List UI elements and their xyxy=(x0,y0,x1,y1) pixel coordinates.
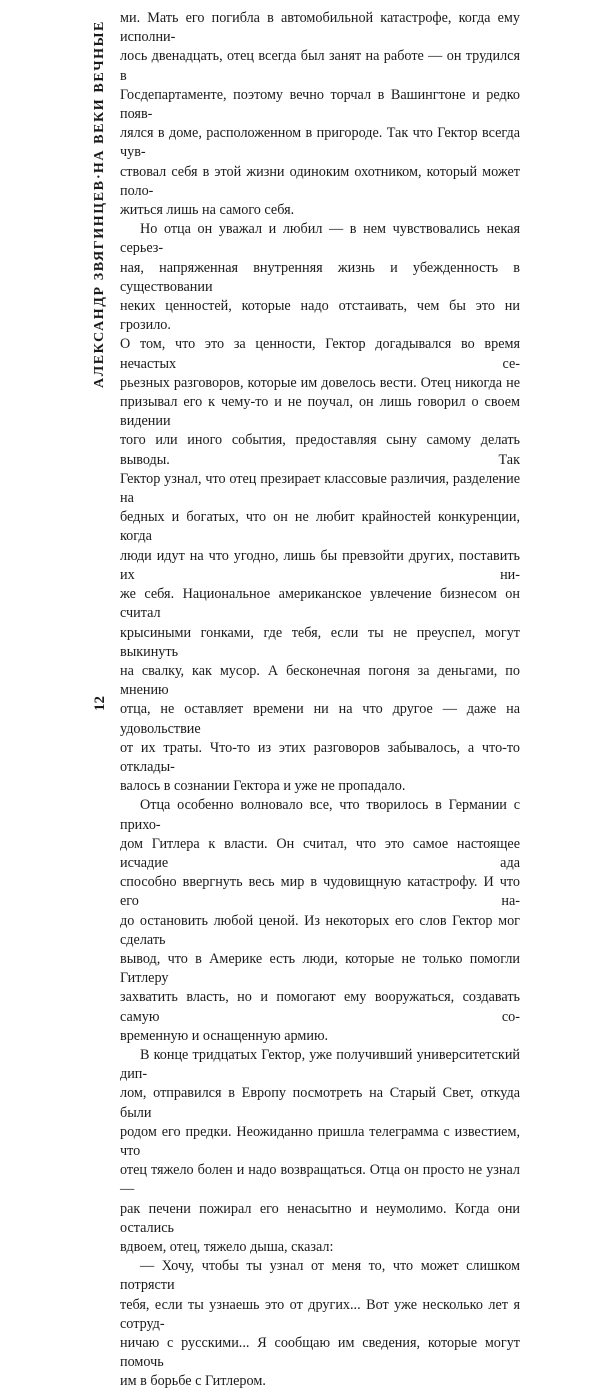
text-line: на свалку, как мусор. А бесконечная погоня за деньгами, по мнению xyxy=(120,662,520,699)
text-line: им в борьбе с Гитлером. xyxy=(120,1373,266,1390)
text-line: В конце тридцатых Гектор, уже получивший университетский дип- xyxy=(120,1046,520,1083)
text-line: ствовал себя в этой жизни одиноким охотником, который может поло- xyxy=(120,163,520,199)
text-line: Но отца он уважал и любил — в нем чувствовались некая серьез- xyxy=(120,221,520,257)
text-line: ми. Мать его погибла в автомобильной катастрофе, когда ему исполни- xyxy=(120,10,520,46)
paragraph-2 xyxy=(120,220,520,796)
text-line: лом, отправился в Европу посмотреть на Старый Свет, откуда были xyxy=(120,1085,520,1121)
text-line: ная, напряженная внутренняя жизнь и убежденность в существовании xyxy=(120,259,520,295)
body-text xyxy=(120,9,520,1392)
running-head-separator: · xyxy=(92,173,107,180)
text-line: неких ценностей, которые надо отстаивать, чем бы это ни грозило. xyxy=(120,298,520,334)
text-line: О том, что это за ценности, Гектор догадывался во время нечастых се- xyxy=(120,336,520,372)
running-head-author: АЛЕКСАНДР ЗВЯГИНЦЕВ xyxy=(92,179,107,388)
text-line: Отца особенно волновало все, что творилось в Германии с прихо- xyxy=(120,797,520,833)
paragraph-5 xyxy=(120,1257,520,1391)
text-line: — Хочу, чтобы ты узнал от меня то, что может слишком потрясти xyxy=(120,1258,520,1294)
paragraph-4 xyxy=(120,1046,520,1257)
text-line: вывод, что в Америке есть люди, которые не только помогли Гитлеру xyxy=(120,950,520,987)
text-line: рак печени пожирал его ненасытно и неумолимо. Когда они остались xyxy=(120,1200,520,1236)
text-line: валось в сознании Гектора и уже не пропадало. xyxy=(120,778,406,795)
text-line: временную и оснащенную армию. xyxy=(120,1027,329,1044)
text-line: рьезных разговоров, которые им довелось вести. Отец никогда не xyxy=(120,374,520,391)
text-line: призывал его к чему-то и не поучал, он лишь говорил о своем видении xyxy=(120,394,520,430)
page-number: 12 xyxy=(92,696,108,712)
running-head-title: НА ВЕКИ ВЕЧНЫЕ xyxy=(92,20,107,174)
text-line: люди идут на что угодно, лишь бы превзойти других, поставить их ни- xyxy=(120,547,520,583)
text-line: бедных и богатых, что он не любит крайностей конкуренции, когда xyxy=(120,509,520,545)
text-line: Госдепартаменте, поэтому вечно торчал в Вашингтоне и редко появ- xyxy=(120,86,520,123)
paragraph-3 xyxy=(120,796,520,1046)
running-head xyxy=(86,20,114,630)
text-line: Гектор узнал, что отец презирает классовые различия, разделение на xyxy=(120,470,520,507)
text-line: вдвоем, отец, тяжело дыша, сказал: xyxy=(120,1239,334,1255)
text-line: ничаю с русскими... Я сообщаю им сведения, которые могут помочь xyxy=(120,1335,520,1371)
text-line: способно ввергнуть весь мир в чудовищную катастрофу. И что его на- xyxy=(120,874,520,910)
text-line: житься лишь на самого себя. xyxy=(120,202,295,219)
text-line: крысиными гонками, где тебя, если ты не преуспел, могут выкинуть xyxy=(120,624,520,660)
text-line: отец тяжело болен и надо возвращаться. Отца он просто не узнал — xyxy=(120,1162,520,1198)
text-line: родом его предки. Неожиданно пришла телеграмма с известием, что xyxy=(120,1123,520,1159)
text-line: отца, не оставляет времени ни на что другое — даже на удовольствие xyxy=(120,701,520,737)
text-line: от их траты. Что-то из этих разговоров забывалось, а что-то отклады- xyxy=(120,739,520,775)
text-line: до остановить любой ценой. Из некоторых его слов Гектор мог сделать xyxy=(120,912,520,948)
text-line: лялся в доме, расположенном в пригороде. Так что Гектор всегда чув- xyxy=(120,125,520,161)
text-line: лось двенадцать, отец всегда был занят на работе — он трудился в xyxy=(120,48,520,84)
text-line: дом Гитлера к власти. Он считал, что это самое настоящее исчадие ада xyxy=(120,835,520,871)
text-line: захватить власть, но и помогают ему вооружаться, создавать самую со- xyxy=(120,989,520,1025)
paragraph-1 xyxy=(120,9,520,220)
text-line: того или иного события, предоставляя сыну самому делать выводы. Так xyxy=(120,432,520,468)
text-line: же себя. Национальное американское увлечение бизнесом он считал xyxy=(120,586,520,622)
text-line: тебя, если ты узнаешь это от других... Вот уже несколько лет я сотруд- xyxy=(120,1296,520,1332)
